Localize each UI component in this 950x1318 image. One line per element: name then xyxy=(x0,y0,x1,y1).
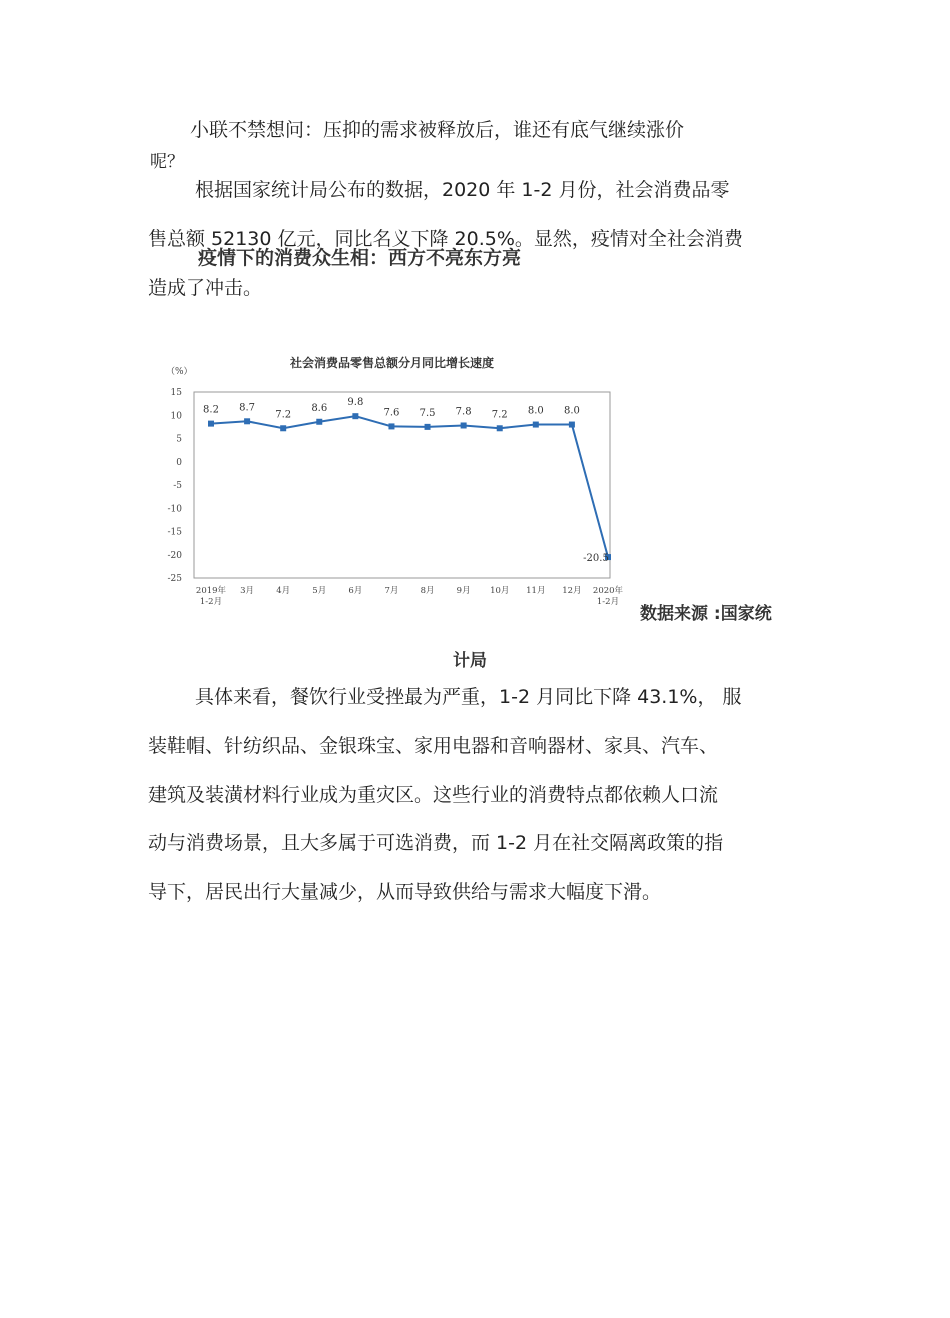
data-point xyxy=(316,419,322,425)
overlapping-section-heading: 疫情下的消费众生相：西方不亮东方亮 xyxy=(198,247,522,269)
series-line xyxy=(211,416,608,557)
x-tick-label: 9月 xyxy=(456,586,471,596)
y-tick-label: -15 xyxy=(167,527,182,538)
y-tick-label: -5 xyxy=(173,481,182,491)
data-label: 8.7 xyxy=(239,402,256,414)
data-point xyxy=(280,425,286,431)
x-tick-label: 6月 xyxy=(348,586,363,596)
y-tick-label: 0 xyxy=(176,457,182,468)
x-tick-label: 4月 xyxy=(276,586,291,596)
y-tick-label: -25 xyxy=(167,574,182,584)
x-tick-label: 11月 xyxy=(526,586,546,596)
data-point xyxy=(388,423,394,429)
x-axis-ticks xyxy=(196,585,624,607)
data-point xyxy=(208,421,214,427)
data-label: 7.5 xyxy=(419,407,436,419)
x-tick-label: 7月 xyxy=(384,586,399,596)
y-axis-label: （%） xyxy=(166,367,193,377)
data-label: 8.6 xyxy=(311,402,328,414)
retail-sales-growth-chart xyxy=(150,340,624,625)
x-tick-label: 2020年 1-2月 xyxy=(592,586,624,607)
data-point xyxy=(244,418,250,424)
paragraph-3-line-1: 具体来看，餐饮行业受挫最为严重，1-2 月同比下降 43.1%， 服 xyxy=(195,686,742,708)
data-label: 8.2 xyxy=(203,404,219,416)
paragraph-3-line-5: 导下，居民出行大量减少，从而导致供给与需求大幅度下滑。 xyxy=(148,881,662,903)
y-tick-label: 5 xyxy=(176,434,182,445)
data-labels xyxy=(203,397,609,564)
paragraph-2-line-3: 造成了冲击。 xyxy=(148,277,263,299)
x-tick-label: 8月 xyxy=(420,586,435,596)
y-tick-label: -10 xyxy=(167,504,182,515)
data-label: 7.2 xyxy=(491,409,508,421)
data-label: 8.0 xyxy=(563,405,580,417)
data-point xyxy=(461,422,467,428)
plot-border xyxy=(194,392,610,578)
paragraph-2-line-1: 根据国家统计局公布的数据，2020 年 1-2 月份，社会消费品零 xyxy=(195,179,730,201)
data-point xyxy=(425,424,431,430)
data-point xyxy=(569,422,575,428)
data-source-line-1: 数据来源 :国家统 xyxy=(640,604,772,624)
paragraph-1-line-1: 小联不禁想问：压抑的需求被释放后，谁还有底气继续涨价 xyxy=(190,119,685,141)
data-points xyxy=(208,413,611,560)
data-point xyxy=(352,413,358,419)
data-label: 9.8 xyxy=(347,397,364,409)
y-tick-label: -20 xyxy=(167,550,182,561)
y-tick-label: 10 xyxy=(170,411,182,422)
x-tick-label: 10月 xyxy=(490,586,510,596)
y-tick-label: 15 xyxy=(170,388,182,398)
data-label: -20.5 xyxy=(583,553,609,565)
data-source-line-2: 计局 xyxy=(453,651,487,671)
y-axis-ticks xyxy=(168,388,183,584)
plot-frame xyxy=(194,392,610,578)
paragraph-1-line-2: 呢？ xyxy=(150,152,184,172)
data-label: 7.8 xyxy=(455,406,472,418)
paragraph-2-line-2: 售总额 52130 亿元，同比名义下降 20.5%。显然，疫情对全社会消费 xyxy=(148,228,743,250)
data-point xyxy=(533,422,539,428)
data-point xyxy=(497,425,503,431)
data-label: 8.0 xyxy=(527,405,544,417)
paragraph-3-line-3: 建筑及装潢材料行业成为重灾区。这些行业的消费特点都依赖人口流 xyxy=(148,784,719,806)
x-tick-label: 12月 xyxy=(562,586,582,596)
chart-title: 社会消费品零售总额分月同比增长速度 xyxy=(289,356,495,370)
data-label: 7.2 xyxy=(275,409,292,421)
x-tick-label: 3月 xyxy=(240,586,255,596)
paragraph-3-line-2: 装鞋帽、针纺织品、金银珠宝、家用电器和音响器材、家具、汽车、 xyxy=(148,735,719,757)
x-tick-label: 5月 xyxy=(312,586,327,596)
paragraph-3-line-4: 动与消费场景，且大多属于可选消费，而 1-2 月在社交隔离政策的指 xyxy=(148,832,724,854)
x-tick-label: 2019年 1-2月 xyxy=(195,586,227,607)
data-label: 7.6 xyxy=(383,407,400,419)
